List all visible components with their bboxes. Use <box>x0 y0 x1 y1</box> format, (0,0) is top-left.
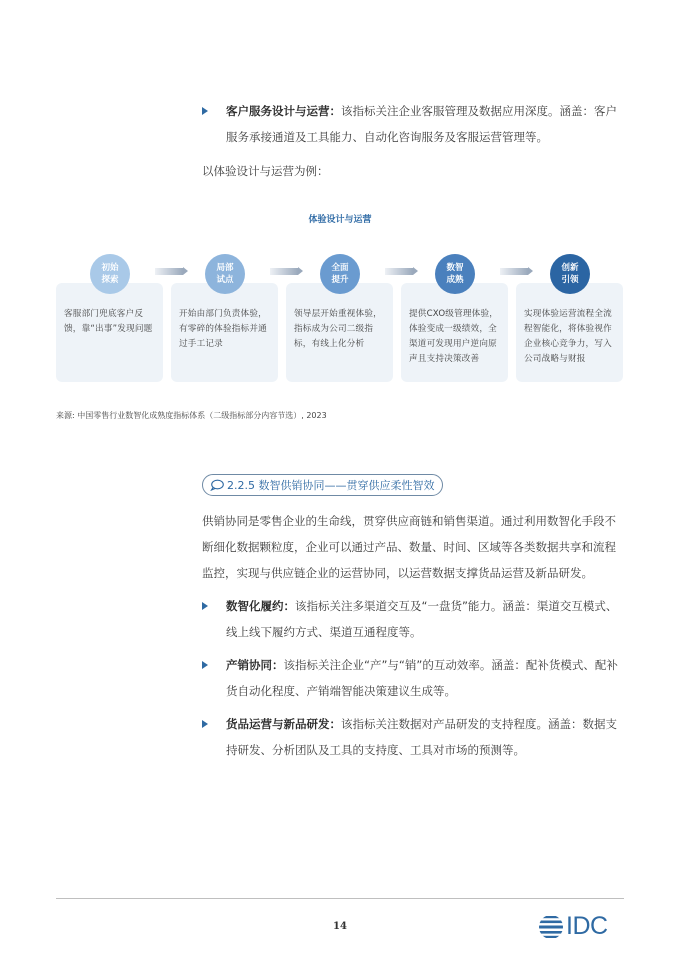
arrow-right-icon <box>385 268 413 275</box>
stage-circle-4 <box>435 254 475 294</box>
arrow-right-icon <box>500 268 528 275</box>
bullet-heading: 数智化履约： <box>226 599 295 613</box>
stage-circle-5 <box>550 254 590 294</box>
bullet-text: 该指标关注数据对产品研发的支持程度。涵盖：数据支持研发、分析团队及工具的支持度、工具对市场的预测等。 <box>226 717 617 757</box>
idc-logo <box>538 912 608 941</box>
stage-circle-2 <box>205 254 245 294</box>
stage-card-5: 实现体验运营流程全流程智能化，将体验视作企业核心竞争力，写入公司战略与财报 <box>516 283 623 382</box>
stage-label: 创新 <box>561 263 579 273</box>
speech-bubble-icon <box>210 479 224 491</box>
stage-card-4: 提供CXO级管理体验，体验变成一级绩效，全渠道可发现用户逆向原声且支持决策改善 <box>401 283 508 382</box>
bullet-text: 该指标关注多渠道交互及“一盘货”能力。涵盖：渠道交互模式、线上线下履约方式、渠道互通程度等。 <box>226 599 618 639</box>
arrow-right-icon <box>270 268 298 275</box>
section-heading <box>202 474 443 496</box>
bullet-text: 该指标关注企业客服管理及数据应用深度。涵盖：客户服务承接通道及工具能力、自动化咨询服务及客服运营管理等。 <box>226 104 617 144</box>
stage-card-1: 客服部门兜底客户反馈，靠“出事”发现问题 <box>56 283 163 382</box>
logo-text: IDC <box>566 912 608 940</box>
bullet-product-rd <box>202 711 627 763</box>
stage-circle-3 <box>320 254 360 294</box>
stage-card-2: 开始由部门负责体验，有零碎的体验指标并通过手工记录 <box>171 283 278 382</box>
source-note: 来源: 中国零售行业数智化成熟度指标体系（二级指标部分内容节选）, 2023 <box>56 411 327 420</box>
triangle-bullet-icon <box>202 720 208 728</box>
stage-circle-1 <box>90 254 130 294</box>
bullet-customer-service <box>202 98 627 150</box>
stage-label: 数智 <box>446 263 464 273</box>
stage-label: 提升 <box>331 275 349 285</box>
stage-label: 成熟 <box>446 275 464 285</box>
stage-card-3: 领导层开始重视体验，指标成为公司二级指标，有线上化分析 <box>286 283 393 382</box>
bullet-production-sales <box>202 652 627 704</box>
example-intro: 以体验设计与运营为例： <box>202 164 329 178</box>
diagram-title: 体验设计与运营 <box>308 215 372 225</box>
triangle-bullet-icon <box>202 107 208 115</box>
stage-label: 局部 <box>216 263 234 273</box>
bullet-heading: 产销协同： <box>226 658 284 672</box>
page-number: 14 <box>333 921 347 932</box>
stage-label: 全面 <box>331 263 349 273</box>
footer-divider <box>56 898 624 899</box>
triangle-bullet-icon <box>202 602 208 610</box>
triangle-bullet-icon <box>202 661 208 669</box>
bullet-text: 该指标关注企业“产”与“销”的互动效率。涵盖：配补货模式、配补货自动化程度、产销端智能决策建议生成等。 <box>226 658 618 698</box>
bullet-heading: 客户服务设计与运营： <box>226 104 341 118</box>
stage-label: 探索 <box>101 275 119 285</box>
bullet-heading: 货品运营与新品研发： <box>226 717 341 731</box>
section-paragraph: 供销协同是零售企业的生命线，贯穿供应商链和销售渠道。通过利用数智化手段不断细化数据颗粒度，企业可以通过产品、数量、时间、区域等各类数据共享和流程监控，实现与供应链企业的运营协同，以运营数据支撑货品运营及新品研发。 <box>202 514 616 580</box>
stage-label: 引领 <box>561 275 579 285</box>
globe-stripes-icon <box>538 914 564 940</box>
section-title: 2.2.5 数智供销协同——贯穿供应柔性智效 <box>227 479 435 492</box>
stage-label: 试点 <box>216 275 234 285</box>
bullet-fulfillment <box>202 593 627 645</box>
arrow-right-icon <box>155 268 183 275</box>
stage-label: 初始 <box>101 263 119 273</box>
